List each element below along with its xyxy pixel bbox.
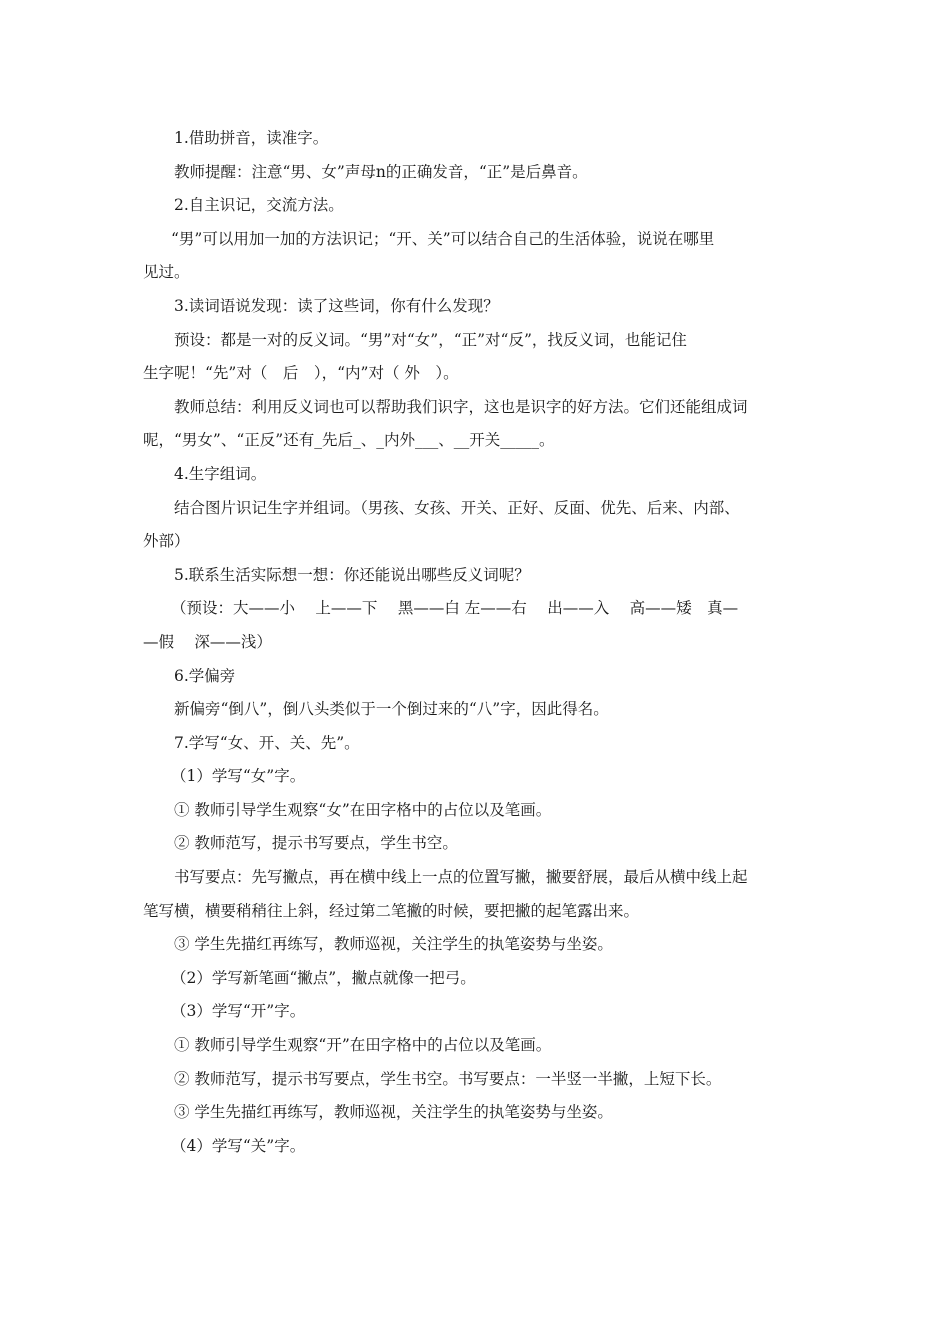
text-line: 教师提醒：注意“男、女”声母n的正确发音，“正”是后鼻音。 (174, 162, 588, 181)
text-line: 2.自主识记，交流方法。 (174, 196, 344, 215)
text-line: （3）学写“开”字。 (171, 1002, 306, 1021)
text-line: “男”可以用加一加的方法识记；“开、关”可以结合自己的生活体验，说说在哪里 (171, 229, 715, 248)
text-line: ③ 学生先描红再练写，教师巡视，关注学生的执笔姿势与坐姿。 (174, 1103, 613, 1122)
text-line: 新偏旁“倒八”，倒八头类似于一个倒过来的“八”字，因此得名。 (174, 700, 609, 719)
text-line: （预设：大——小 上——下 黑——白 左——右 出——入 高——矮 真— (171, 599, 739, 618)
text-line: 3.读词语说发现：读了这些词，你有什么发现？ (174, 296, 499, 315)
text-line: —假 深——浅） (143, 632, 272, 651)
text-line: 生字呢！“先”对（ 后 ），“内”对（ 外 ）。 (143, 364, 459, 383)
text-line: 呢，“男女”、“正反”还有_先后_、_内外___、__开关_____。 (143, 431, 555, 450)
text-line: 5.联系生活实际想一想：你还能说出哪些反义词呢？ (174, 565, 530, 584)
text-line: （1）学写“女”字。 (171, 767, 306, 786)
text-line: 结合图片识记生字并组词。（男孩、女孩、开关、正好、反面、优先、后来、内部、 (174, 498, 740, 517)
text-line: ② 教师范写，提示书写要点，学生书空。 (174, 834, 458, 853)
text-line: ① 教师引导学生观察“女”在田字格中的占位以及笔画。 (174, 800, 552, 819)
text-line: 笔写横，横要稍稍往上斜，经过第二笔撇的时候，要把撇的起笔露出来。 (143, 901, 640, 920)
text-line: 预设：都是一对的反义词。“男”对“女”，“正”对“反”，找反义词，也能记住 (174, 330, 687, 349)
text-line: 7.学写“女、开、关、先”。 (174, 733, 360, 752)
text-line: （4）学写“关”字。 (171, 1136, 306, 1155)
text-line: ③ 学生先描红再练写，教师巡视，关注学生的执笔姿势与坐姿。 (174, 935, 613, 954)
text-line: 见过。 (143, 263, 190, 282)
text-line: 1.借助拼音，读准字。 (174, 129, 329, 147)
text-line: 教师总结：利用反义词也可以帮助我们识字，这也是识字的好方法。它们还能组成词 (174, 397, 748, 416)
text-line: ① 教师引导学生观察“开”在田字格中的占位以及笔画。 (174, 1036, 552, 1055)
text-line: 6.学偏旁 (174, 666, 236, 685)
text-line: 4.生字组词。 (174, 464, 267, 483)
document-page (143, 122, 807, 1163)
text-line: 书写要点：先写撇点，再在横中线上一点的位置写撇，撇要舒展，最后从横中线上起 (174, 868, 748, 887)
text-line: 外部） (143, 532, 190, 551)
text-line: ② 教师范写，提示书写要点，学生书空。书写要点：一半竖一半撇，上短下长。 (174, 1069, 722, 1088)
text-line: （2）学写新笔画“撇点”，撇点就像一把弓。 (171, 968, 476, 987)
